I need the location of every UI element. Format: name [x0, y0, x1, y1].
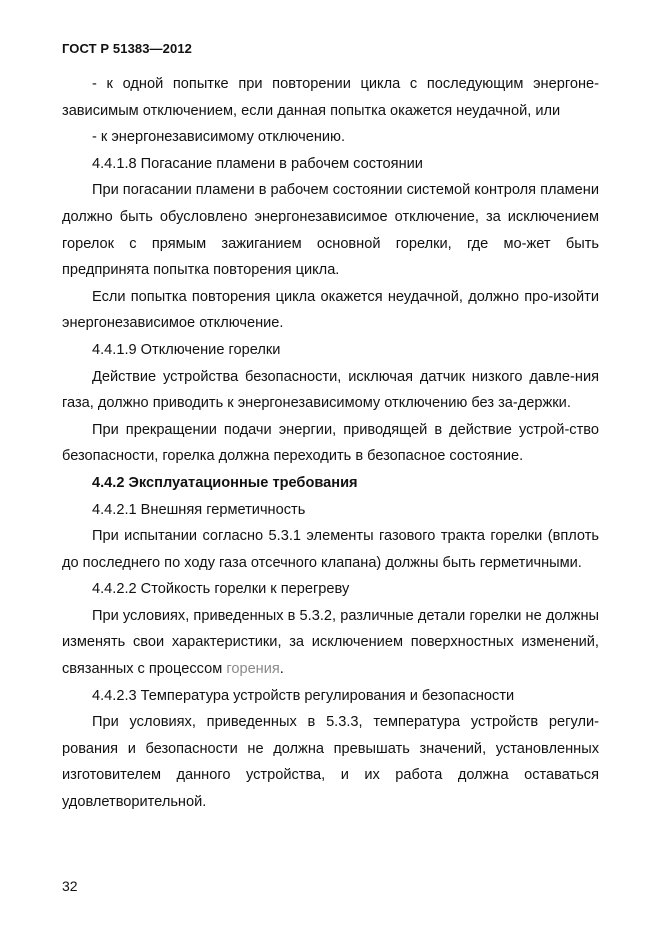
- paragraph-2: - к энергонезависимому отключению.: [92, 129, 346, 146]
- paragraph-13: [62, 603, 599, 683]
- paragraph-8: При прекращении подачи энергии, приводящей в действие устрой-ство безопасности, горелка должна переходить в безопасное состояние.: [62, 421, 599, 465]
- section-heading-4-4-2-1: 4.4.2.1 Внешняя герметичность: [92, 501, 306, 518]
- section-heading-4-4-2: 4.4.2 Эксплуатационные требования: [92, 474, 358, 491]
- paragraph-13-main: При условиях, приведенных в 5.3.2, различные детали горелки не должны изменять свои характеристики, за исключением поверхностных изменений, связанных с процессом: [62, 607, 599, 678]
- section-heading-4-4-1-8: 4.4.1.8 Погасание пламени в рабочем состоянии: [92, 155, 423, 172]
- page-number: 32: [62, 878, 78, 894]
- paragraph-7: Действие устройства безопасности, исключая датчик низкого давле-ния газа, должно приводить к энергонезависимому отключению без за-держки.: [62, 368, 599, 412]
- paragraph-11: При испытании согласно 5.3.1 элементы газового тракта горелки (вплоть до последнего по ходу газа отсечного клапана) должны быть герметичными.: [62, 528, 599, 571]
- section-heading-4-4-1-9: 4.4.1.9 Отключение горелки: [92, 341, 281, 358]
- paragraph-15: При условиях, приведенных в 5.3.3, температура устройств регули-рования и безопасности не должна превышать значений, установленных изготовителем данного устройства, и их работа должна оставаться удовлетворительной.: [62, 714, 599, 811]
- paragraph-5: Если попытка повторения цикла окажется неудачной, должно про-изойти энергонезависимое отключение.: [62, 288, 599, 332]
- section-heading-4-4-2-2: 4.4.2.2 Стойкость горелки к перегреву: [92, 581, 350, 598]
- standard-header: ГОСТ Р 51383—2012: [62, 41, 192, 56]
- paragraph-4: При погасании пламени в рабочем состоянии системой контроля пламени должно быть обусловлено энергонезависимое отключение, за исключением горелок с прямым зажиганием основной горелки, где мо-жет быть предпринята попытка повторения цикла.: [62, 182, 599, 279]
- paragraph-13-end: .: [279, 661, 284, 678]
- paragraph-13-faded-word: горения: [226, 661, 280, 678]
- paragraph-1: - к одной попытке при повторении цикла с последующим энергоне-зависимым отключением, если данная попытка окажется неудачной, или: [62, 76, 599, 119]
- document-body: [62, 71, 599, 816]
- section-heading-4-4-2-3: 4.4.2.3 Температура устройств регулирования и безопасности: [92, 687, 515, 704]
